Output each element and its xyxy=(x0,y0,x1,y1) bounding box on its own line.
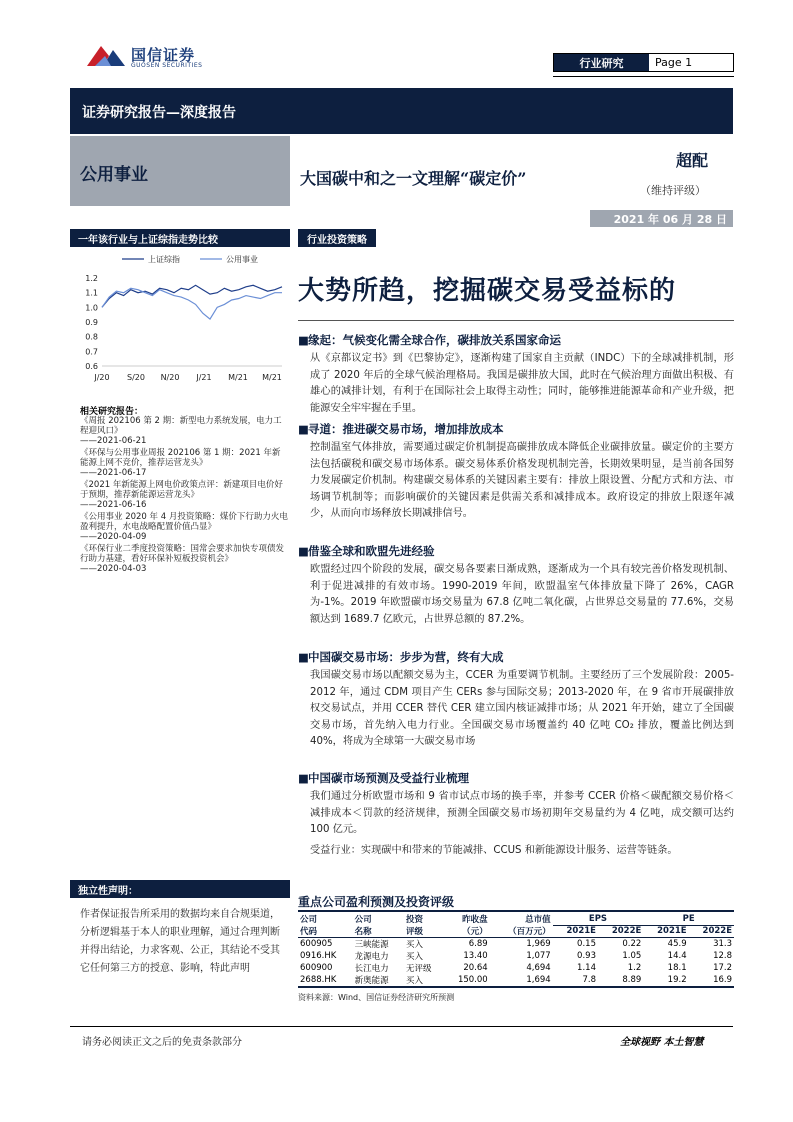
section-title: 借鉴全球和欧盟先进经验 xyxy=(308,544,435,558)
table-row xyxy=(298,962,734,974)
cell-code: 2688.HK xyxy=(298,974,353,987)
x-tick-label: M/21 xyxy=(228,373,248,382)
y-tick-label: 0.6 xyxy=(85,362,98,371)
related-report-date: ——2020-04-09 xyxy=(80,532,147,542)
cell-eps-2021: 7.8 xyxy=(553,974,598,987)
section-paragraph: 从《京都议定书》到《巴黎协定》，逐渐构建了国家自主贡献（INDC）下的全球减排机制，形成了 2020 年后的全球气候治理格局。我国是碳排放大国，此时在气候治理方面做出积极、有雄心的减排计划，有利于在国际社会上取得主动性；同时，能够推进能源革命和产业升级，把能源安全牢牢握在手里。 xyxy=(310,353,734,414)
guosen-logo-icon xyxy=(83,42,127,70)
table-title: 重点公司盈利预测及投资评级 xyxy=(298,895,455,909)
cell-mktcap: 1,077 xyxy=(526,951,551,961)
related-reports-list xyxy=(80,416,288,576)
chart-legend xyxy=(122,254,258,264)
footer-disclaimer: 请务必阅读正文之后的免责条款部分 xyxy=(82,1037,242,1048)
table-source: 资料来源：Wind、国信证券经济研究所预测 xyxy=(298,993,455,1002)
bullet-icon: ■ xyxy=(298,544,309,558)
section-paragraph: 控制温室气体排放，需要通过碳定价机制提高碳排放成本降低企业碳排放量。碳定价的主要方法包括碳税和碳交易市场体系。碳交易体系价格发现机制完善，长期效果明显，是当前各国努力发展碳定价机制。构建碳交易体系的关键因素主要有：排放上限设置、分配方式和方法、市场调节机制等；而影响碳价的关键因素是供需关系和减排成本。政府设定的排放上限逐年减少，从而向市场释放长期减排信号。 xyxy=(310,442,734,520)
cell-pe-2021: 14.4 xyxy=(667,951,687,961)
x-tick-label: J/20 xyxy=(94,373,110,382)
related-report-item xyxy=(80,416,288,446)
cell-mktcap: 4,694 xyxy=(526,963,551,973)
col-header: 名称 xyxy=(353,925,404,938)
col-header: 2021E xyxy=(553,925,598,938)
series-line-index xyxy=(102,285,282,307)
section-global xyxy=(298,543,734,628)
related-report-title: 《周报 202106 第 2 期：新型电力系统发展，电力工程迎风口》 xyxy=(80,416,282,436)
cell-eps-2021: 0.15 xyxy=(577,939,596,949)
cell-eps-2022: 1.2 xyxy=(627,963,642,973)
col-header-group: EPS xyxy=(553,913,644,925)
cell-eps-2021: 0.93 xyxy=(577,951,596,961)
cell-close: 13.40 xyxy=(463,951,488,961)
brand-name-en: GUOSEN SECURITIES xyxy=(131,62,203,69)
cell-pe-2021: 18.1 xyxy=(667,963,687,973)
cell-name: 三峡能源 xyxy=(354,940,389,950)
related-reports-title: 相关研究报告： xyxy=(80,407,144,417)
cell-pe-2021: 19.2 xyxy=(643,974,688,987)
bullet-icon: ■ xyxy=(298,771,309,785)
section-title: 缘起：气候变化需全球合作，碳排放关系国家命运 xyxy=(308,333,561,347)
table-row xyxy=(298,950,734,962)
section-paragraph: 受益行业：实现碳中和带来的节能减排、CCUS 和新能源设计服务、运营等链条。 xyxy=(310,844,678,856)
report-date: 2021 年 06 月 28 日 xyxy=(590,210,733,227)
earnings-table xyxy=(298,913,734,988)
header-rule xyxy=(553,76,734,77)
section-title: 寻道：推进碳交易市场，增加排放成本 xyxy=(308,422,504,436)
table-top-rule xyxy=(298,910,734,912)
strategy-tag: 行业投资策略 xyxy=(298,229,376,247)
cell-close: 20.64 xyxy=(463,963,488,973)
cell-code: 0916.HK xyxy=(300,951,337,961)
table-header-row xyxy=(298,925,734,938)
cell-close: 6.89 xyxy=(468,939,488,949)
col-header: （百万元） xyxy=(490,925,553,938)
section-paragraph: 我国碳交易市场以配额交易为主，CCER 为重要调节机制。主要经历了三个发展阶段：2005-2012 年，通过 CDM 项目产生 CERs 参与国际交易；2013-2020 年，在 9 省市开展碳排放权交易试点，并用 CCER 替代 CER 建立国内核证减排市场；从 2021 年开始，建立了全国碳交易市场，首先纳入电力行业。全国碳交易市场覆盖约 40 亿吨 CO₂ 排放，覆盖比例达到 40%，将成为全球第一大碳交易市场 xyxy=(310,670,734,748)
cell-eps-2022: 0.22 xyxy=(622,939,642,949)
section-title: 中国碳交易市场：步步为营，终有大成 xyxy=(308,650,504,664)
cell-pe-2021: 45.9 xyxy=(667,939,687,949)
related-report-title: 《公用事业 2020 年 4 月投资策略：煤价下行助力火电盈利提升，水电战略配置价值凸显》 xyxy=(80,512,288,532)
declaration-title: 独立性声明： xyxy=(70,880,290,898)
cell-pe-2022: 12.8 xyxy=(713,951,732,961)
cell-mktcap: 1,694 xyxy=(490,974,553,987)
bullet-icon: ■ xyxy=(298,650,309,664)
sector-name: 公用事业 xyxy=(80,165,148,185)
y-tick-label: 0.8 xyxy=(85,332,98,342)
rating: 超配 xyxy=(676,151,709,170)
cell-eps-2022: 1.05 xyxy=(622,951,642,961)
report-type-box xyxy=(553,53,734,72)
section-paragraph: 欧盟经过四个阶段的发展，碳交易各要素日渐成熟，逐渐成为一个具有较完善价格发现机制、利于促进减排的有效市场。1990-2019 年间，欧盟温室气体排放量下降了 26%，CAGR 为-1%。2019 年欧盟碳市场交易量为 67.8 亿吨二氧化碳，占世界总交易量的 77.6%，交易额达到 1689.7 亿欧元，占世界总额的 87.2%。 xyxy=(310,564,734,625)
y-axis xyxy=(85,274,98,371)
col-header: 昨收盘 xyxy=(462,915,488,925)
series-group xyxy=(102,285,282,319)
col-header: 2021E xyxy=(643,925,688,938)
legend-label-utility: 公用事业 xyxy=(226,255,258,264)
declaration-text: 作者保证报告所采用的数据均来自合规渠道，分析逻辑基于本人的职业理解，通过合理判断并得出结论，力求客观、公正，其结论不受其它任何第三方的授意、影响，特此声明 xyxy=(80,909,280,974)
footer-rule xyxy=(70,1026,733,1027)
table-row xyxy=(298,974,734,987)
cell-rating: 买入 xyxy=(406,940,424,950)
related-report-title: 《2021 年新能源上网电价政策点评：新建项目电价好于预期，推荐新能源运营龙头》 xyxy=(80,480,283,500)
related-report-title: 《环保与公用事业周报 202106 第 1 期：2021 年新能源上网不竞价，推荐运营龙头》 xyxy=(80,448,281,468)
footer-slogan: 全球视野 本土智慧 xyxy=(620,1037,704,1048)
col-header-group: PE xyxy=(643,913,734,925)
col-header: 2022E xyxy=(598,925,643,938)
related-report-item xyxy=(80,544,288,574)
bullet-icon: ■ xyxy=(298,422,309,436)
col-header: 2022E xyxy=(689,925,734,938)
cell-code: 600905 xyxy=(300,939,333,949)
cell-name: 龙源电力 xyxy=(354,952,389,962)
related-report-item xyxy=(80,512,288,542)
report-type: 行业研究 xyxy=(554,54,649,71)
col-header: 总市值 xyxy=(525,915,551,925)
cell-pe-2022: 17.2 xyxy=(713,963,732,973)
cell-close: 150.00 xyxy=(444,974,490,987)
col-header: （元） xyxy=(444,925,490,938)
cell-code: 600900 xyxy=(300,963,333,973)
cell-name: 新奥能源 xyxy=(353,974,404,987)
col-header: 评级 xyxy=(404,925,444,938)
cell-rating: 买入 xyxy=(404,974,444,987)
trend-chart-title: 一年该行业与上证综指走势比较 xyxy=(70,229,290,247)
related-report-title: 《环保行业二季度投资策略：国常会要求加快专项债发行助力基建，看好环保补短板投资机会》 xyxy=(80,544,285,564)
y-tick-label: 0.9 xyxy=(85,318,98,327)
x-tick-label: S/20 xyxy=(127,373,145,382)
bullet-icon: ■ xyxy=(298,333,309,347)
col-header: 投资 xyxy=(406,915,424,925)
series-line-utility xyxy=(102,288,282,319)
headline-rule xyxy=(298,320,734,321)
rating-sub: （维持评级） xyxy=(640,184,706,197)
cell-rating: 无评级 xyxy=(406,964,432,974)
section-paragraph: 我们通过分析欧盟市场和 9 省市试点市场的换手率，并参考 CCER 价格＜碳配额交易价格＜减排成本＜罚款的经济规律，预测全国碳交易市场初期年交易量约为 4 亿吨，成交额可达约 100 亿元。 xyxy=(310,791,734,836)
section-title: 中国碳市场预测及受益行业梳理 xyxy=(308,771,469,785)
x-tick-label: N/20 xyxy=(160,373,180,382)
cell-eps-2022: 8.89 xyxy=(598,974,643,987)
col-header: 公司 xyxy=(354,915,372,925)
related-report-item xyxy=(80,480,288,510)
legend-label-index: 上证综指 xyxy=(148,255,180,264)
page-number: Page 1 xyxy=(655,56,693,69)
section-path xyxy=(298,421,734,523)
y-tick-label: 0.7 xyxy=(85,347,98,357)
y-tick-label: 1.2 xyxy=(85,274,98,283)
section-forecast xyxy=(298,770,734,859)
x-tick-label: M/21 xyxy=(262,373,282,382)
related-report-date: ——2021-06-21 xyxy=(80,436,147,446)
cell-mktcap: 1,969 xyxy=(526,939,551,949)
related-report-item xyxy=(80,448,288,478)
brand-name-cn: 国信证券 xyxy=(131,46,196,64)
x-tick-label: J/21 xyxy=(196,373,212,382)
report-title: 大国碳中和之一文理解“碳定价” xyxy=(300,169,527,188)
y-tick-label: 1.0 xyxy=(85,303,98,313)
table-header-row xyxy=(298,913,734,925)
x-axis xyxy=(93,366,282,382)
section-china xyxy=(298,649,734,751)
cell-name: 长江电力 xyxy=(354,964,389,974)
trend-chart xyxy=(70,248,290,396)
related-report-date: ——2021-06-17 xyxy=(80,468,147,478)
section-origin xyxy=(298,332,734,417)
related-report-date: ——2020-04-03 xyxy=(80,564,147,574)
col-header: 公司 xyxy=(300,915,318,925)
report-category: 证券研究报告—深度报告 xyxy=(82,105,236,121)
cell-eps-2021: 1.14 xyxy=(577,963,596,973)
cell-pe-2022: 16.9 xyxy=(689,974,734,987)
y-tick-label: 1.1 xyxy=(85,288,98,298)
related-report-date: ——2021-06-16 xyxy=(80,500,147,510)
table-row xyxy=(298,938,734,951)
headline: 大势所趋，挖掘碳交易受益标的 xyxy=(298,276,677,306)
col-header: 代码 xyxy=(298,925,353,938)
cell-pe-2022: 31.3 xyxy=(713,939,732,949)
cell-rating: 买入 xyxy=(406,952,424,962)
